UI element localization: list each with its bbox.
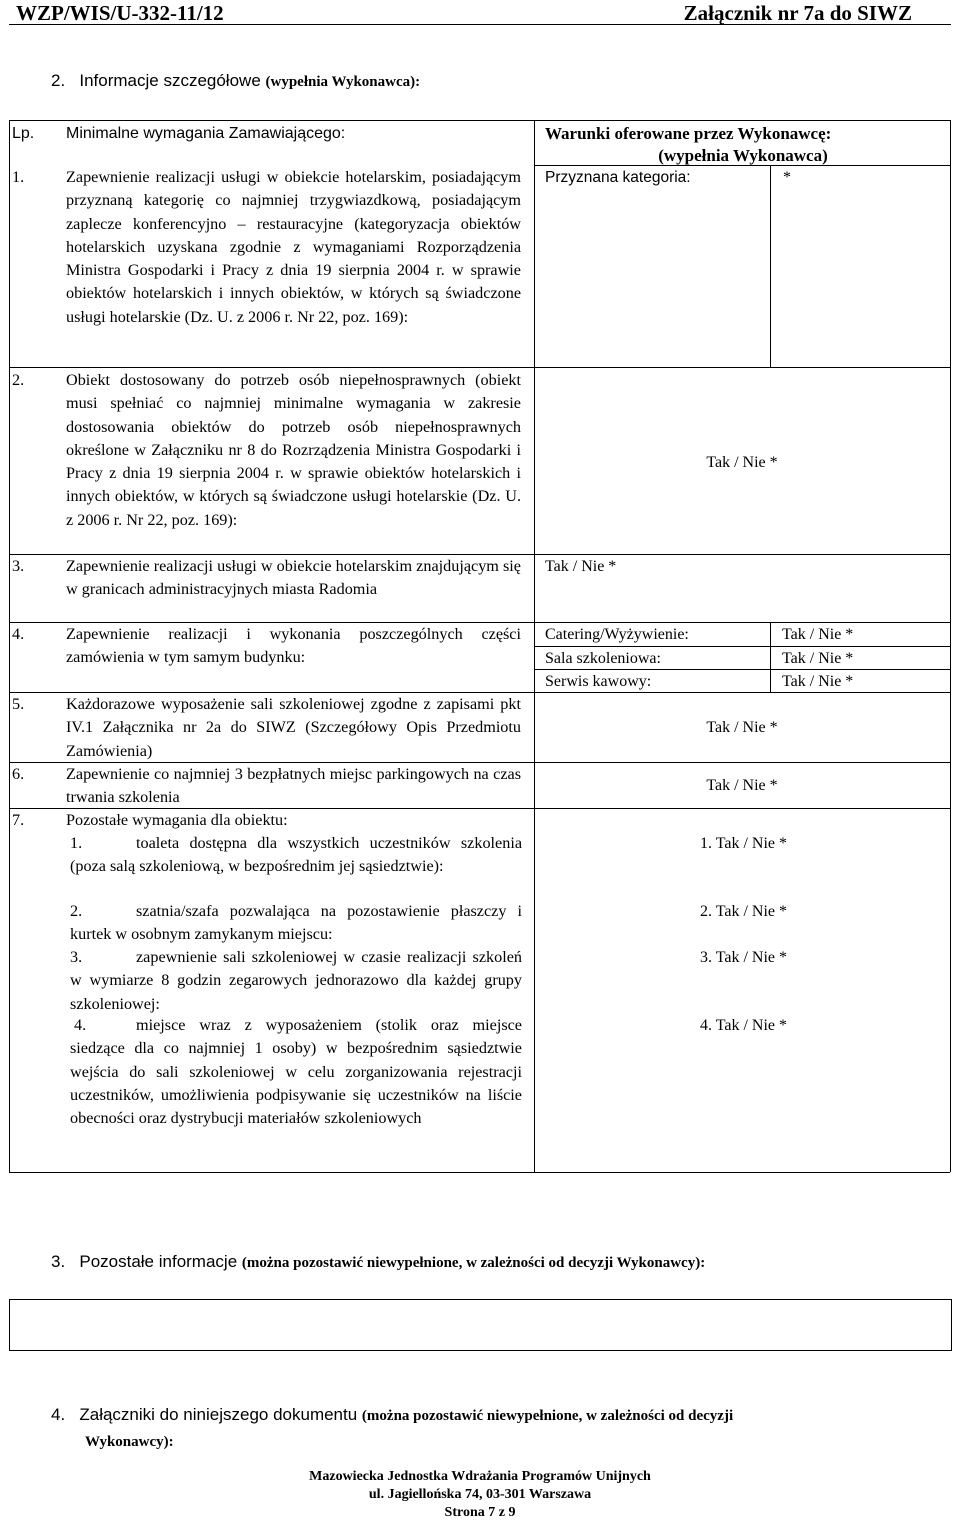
category-label: Przyznana kategoria:	[545, 169, 691, 186]
catering-choice[interactable]: Tak / Nie *	[782, 626, 854, 643]
footer-organization: Mazowiecka Jednostka Wdrażania Programów Unijnych	[309, 1469, 651, 1484]
section-2-heading	[51, 70, 420, 93]
sub-item-number: 2.	[70, 902, 83, 920]
sub-column-divider	[770, 622, 771, 692]
section-title: Załączniki do niniejszego dokumentu	[79, 1405, 358, 1424]
section-title: Pozostałe informacje	[79, 1252, 238, 1271]
table-bottom-rule	[9, 1172, 950, 1173]
column-header-offer-note: (wypełnia Wykonawca)	[658, 146, 828, 165]
sub-item-number: 4.	[74, 1016, 87, 1034]
section-note: (można pozostawić niewypełnione, w zależności od decyzji	[361, 1408, 734, 1424]
row-number: 4.	[12, 625, 25, 643]
requirement-text: Każdorazowe wyposażenie sali szkoleniowej zgodne z zapisami pkt IV.1 Załącznika nr 2a do SIWZ (Szczegółowy Opis Przedmiotu Zamówienia)	[66, 695, 521, 760]
section-number: 2.	[51, 71, 66, 90]
training-room-choice[interactable]: Tak / Nie *	[782, 650, 854, 667]
requirement-text: Zapewnienie realizacji usługi w obiekcie hotelarskim znajdującym się w granicach administracyjnych miasta Radomia	[66, 557, 521, 599]
row-number: 2.	[12, 371, 25, 389]
requirement-text: Zapewnienie realizacji i wykonania poszczególnych części zamówienia w tym samym budynku:	[66, 625, 521, 667]
catering-label: Catering/Wyżywienie:	[545, 626, 689, 643]
yes-no-choice[interactable]: Tak / Nie *	[706, 777, 778, 794]
attachment-label: Załącznik nr 7a do SIWZ	[683, 1, 912, 25]
yes-no-choice[interactable]: 3. Tak / Nie *	[700, 949, 788, 966]
category-divider	[770, 165, 771, 367]
table-border-left	[9, 120, 10, 1172]
column-header-lp: Lp.	[12, 125, 35, 142]
section-note: (można pozostawić niewypełnione, w zależności od decyzji Wykonawcy):	[241, 1255, 706, 1271]
table-border-right	[950, 120, 951, 1172]
sub-row-rule	[534, 669, 950, 670]
section-note: (wypełnia Wykonawca):	[265, 74, 421, 90]
category-input-star[interactable]: *	[783, 169, 791, 186]
section-note-continued: Wykonawcy):	[85, 1434, 174, 1450]
yes-no-choice[interactable]: Tak / Nie *	[545, 558, 617, 575]
coffee-service-choice[interactable]: Tak / Nie *	[782, 673, 854, 690]
column-header-offer: Warunki oferowane przez Wykonawcę:	[545, 124, 832, 143]
sub-item-text: miejsce wraz z wyposażeniem (stolik oraz miejsce siedzące dla co najmniej 1 osoby) w bezpośrednim sąsiedztwie wejścia do sali szkoleniowej w celu zorganizowania rejestracji uczestników, umożliwienia podpisywanie się uczestników na liście obecności oraz dystrybucji materiałów szkoleniowych	[70, 1016, 522, 1128]
yes-no-choice[interactable]: 1. Tak / Nie *	[700, 835, 788, 852]
footer-address: ul. Jagiellońska 74, 03-301 Warszawa	[368, 1487, 592, 1502]
section-3-heading	[51, 1251, 705, 1274]
page-number: Strona 7 z 9	[444, 1505, 516, 1520]
yes-no-choice[interactable]: 2. Tak / Nie *	[700, 903, 788, 920]
requirement-text: Pozostałe wymagania dla obiektu:	[66, 811, 288, 829]
section-number: 4.	[51, 1405, 66, 1424]
requirement-text: Obiekt dostosowany do potrzeb osób niepełnosprawnych (obiekt musi spełniać co najmniej minimalne wymagania w zakresie dostosowania obiektów do potrzeb osób niepełnosprawnych określone w Załączniku nr 8 do Rozrządzenia Ministra Gospodarki i Pracy z dnia 19 sierpnia 2004 r. w sprawie obiektów hotelarskich i innych obiektów, w których są świadczone usługi hotelarskie (Dz. U. z 2006 r. Nr 22, poz. 169):	[66, 371, 521, 529]
yes-no-choice[interactable]: 4. Tak / Nie *	[700, 1017, 788, 1034]
sub-item-text: szatnia/szafa pozwalająca na pozostawienie płaszczy i kurtek w osobnym zamykanym miejscu:	[70, 902, 522, 944]
sub-item-text: toaleta dostępna dla wszystkich uczestników szkolenia (poza salą szkoleniową, w bezpośrednim jej sąsiedztwie):	[70, 834, 522, 876]
section-title: Informacje szczegółowe	[79, 71, 261, 90]
yes-no-choice[interactable]: Tak / Nie *	[706, 454, 778, 471]
sub-item-text: zapewnienie sali szkoleniowej w czasie realizacji szkoleń w wymiarze 8 godzin zegarowych jednorazowo dla każdej grupy szkoleniowej:	[70, 948, 522, 1013]
row-number: 6.	[12, 765, 25, 783]
header-rule	[9, 24, 951, 25]
training-room-label: Sala szkoleniowa:	[545, 650, 661, 667]
requirement-text: Zapewnienie realizacji usługi w obiekcie hotelarskim, posiadającym przyznaną kategorię co najmniej trzygwiazdkową, posiadającym zaplecze konferencyjno – restauracyjne (kategoryzacja obiektów hotelarskich uzyskana zgodnie z wymaganiami Rozporządzenia Ministra Gospodarki i Pracy z dnia 19 sierpnia 2004 r. w sprawie obiektów hotelarskich i innych obiektów, w których są świadczone usługi hotelarskie (Dz. U. z 2006 r. Nr 22, poz. 169):	[66, 168, 521, 326]
coffee-service-label: Serwis kawowy:	[545, 673, 652, 690]
sub-row-rule	[534, 646, 950, 647]
row-number: 1.	[12, 168, 25, 186]
section-4-heading	[51, 1404, 921, 1427]
row-number: 7.	[12, 811, 25, 829]
sub-item-number: 1.	[70, 834, 83, 852]
other-information-field[interactable]	[9, 1299, 952, 1351]
row-number: 3.	[12, 557, 25, 575]
sub-item-number: 3.	[70, 948, 83, 966]
section-number: 3.	[51, 1252, 66, 1271]
column-header-requirements: Minimalne wymagania Zamawiającego:	[66, 125, 346, 142]
row-number: 5.	[12, 695, 25, 713]
requirement-text: Zapewnienie co najmniej 3 bezpłatnych miejsc parkingowych na czas trwania szkolenia	[66, 765, 521, 807]
document-code: WZP/WIS/U-332-11/12	[16, 1, 224, 25]
table-top-rule	[9, 120, 950, 121]
yes-no-choice[interactable]: Tak / Nie *	[706, 719, 778, 736]
row-rule	[9, 367, 950, 368]
